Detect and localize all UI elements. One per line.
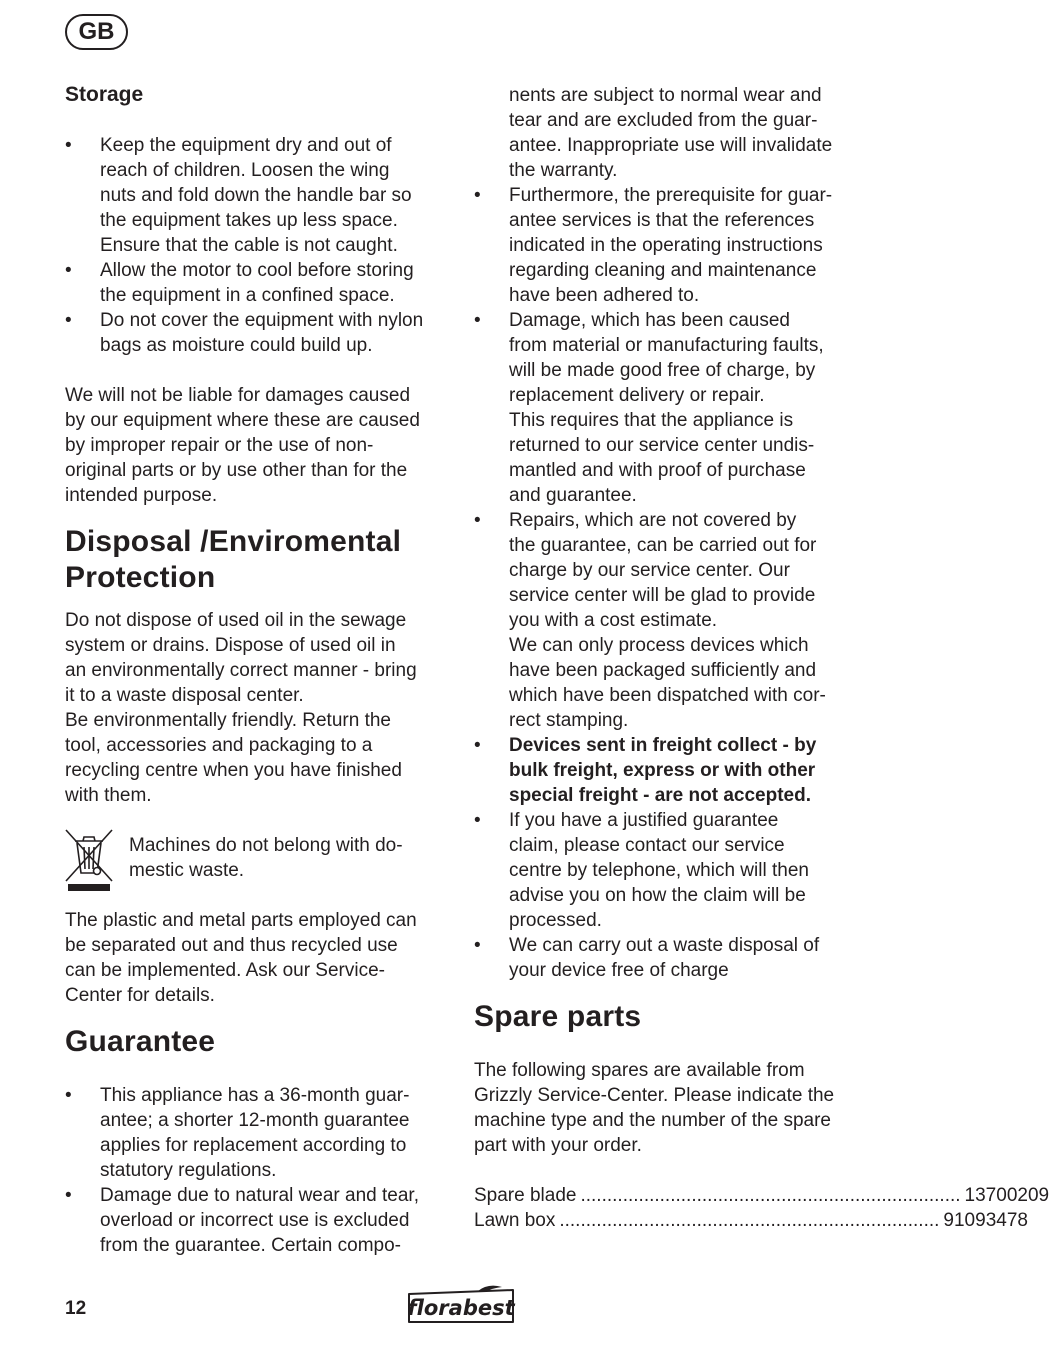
text-line: regarding cleaning and maintenance (509, 260, 817, 281)
part-number: 13700209 (964, 1185, 1049, 1206)
text-line: Allow the motor to cool before storing (100, 260, 414, 281)
text-line: Keep the equipment dry and out of (100, 135, 392, 156)
text-line: antee. Inappropriate use will invalidate (509, 135, 833, 156)
spare-parts-list (474, 1183, 1049, 1233)
text-line: If you have a justified guarantee (509, 810, 779, 831)
text-line: indicated in the operating instructions (509, 235, 823, 256)
text-line: mestic waste. (129, 860, 245, 881)
text-line: by our equipment where these are caused (65, 410, 420, 431)
language-badge: GB (65, 14, 128, 50)
guarantee-heading: Guarantee (65, 1025, 216, 1058)
list-item (474, 1208, 1028, 1233)
text-line: antee services is that the references (509, 210, 815, 231)
list-item-text (100, 1083, 409, 1183)
leader-dots: ........................................................................ (580, 1185, 961, 1206)
text-line: This requires that the appliance is (509, 410, 794, 431)
spare-parts-intro (474, 1058, 834, 1158)
disposal-heading (65, 524, 401, 596)
text-line: original parts or by use other than for the (65, 460, 408, 481)
text-line: the equipment takes up less space. (100, 210, 398, 231)
liability-paragraph (65, 383, 420, 508)
text-line: with them. (65, 785, 152, 806)
guarantee-continuation (509, 83, 832, 183)
text-line: part with your order. (474, 1135, 642, 1156)
list-item-text (509, 308, 824, 508)
text-line: by improper repair or the use of non- (65, 435, 374, 456)
text-line: tool, accessories and packaging to a (65, 735, 373, 756)
text-line: it to a waste disposal center. (65, 685, 304, 706)
text-line: bulk freight, express or with other (509, 760, 816, 781)
part-name: Spare blade (474, 1185, 577, 1206)
page-number: 12 (65, 1298, 87, 1319)
text-line: mantled and with proof of purchase (509, 460, 806, 481)
text-line: We can only process devices which (509, 635, 809, 656)
list-item-text (100, 308, 423, 358)
text-line: Protection (65, 561, 216, 594)
text-line: nents are subject to normal wear and (509, 85, 822, 106)
text-line: advise you on how the claim will be (509, 885, 806, 906)
text-line: machine type and the number of the spare (474, 1110, 832, 1131)
text-line: claim, please contact our service (509, 835, 785, 856)
text-line: have been adhered to. (509, 285, 700, 306)
text-line: an environmentally correct manner - bring (65, 660, 417, 681)
text-line: Furthermore, the prerequisite for guar- (509, 185, 833, 206)
text-line: which have been dispatched with cor- (509, 685, 826, 706)
text-line: and guarantee. (509, 485, 637, 506)
part-number: 91093478 (943, 1210, 1028, 1231)
text-line: Disposal /Enviromental (65, 525, 402, 558)
weee-text (129, 833, 403, 883)
text-line: from material or manufacturing faults, (509, 335, 824, 356)
text-line: your device free of charge (509, 960, 729, 981)
text-line: intended purpose. (65, 485, 218, 506)
text-line: Grizzly Service-Center. Please indicate the (474, 1085, 835, 1106)
text-line: can be implemented. Ask our Service- (65, 960, 385, 981)
text-line: be separated out and thus recycled use (65, 935, 398, 956)
spare-parts-heading: Spare parts (474, 1000, 642, 1033)
text-line: Do not cover the equipment with nylon (100, 310, 424, 331)
text-line: system or drains. Dispose of used oil in (65, 635, 396, 656)
list-item (474, 1183, 1049, 1208)
text-line: overload or incorrect use is excluded (100, 1210, 410, 1231)
text-line: from the guarantee. Certain compo- (100, 1235, 401, 1256)
text-line: you with a cost estimate. (509, 610, 718, 631)
text-line: applies for replacement according to (100, 1135, 407, 1156)
text-line: Repairs, which are not covered by (509, 510, 797, 531)
list-item-text (100, 258, 414, 308)
text-line: We can carry out a waste disposal of (509, 935, 820, 956)
list-item-text (509, 808, 809, 933)
text-line: antee; a shorter 12-month guarantee (100, 1110, 410, 1131)
text-line: replacement delivery or repair. (509, 385, 765, 406)
text-line: Damage, which has been caused (509, 310, 790, 331)
text-line: centre by telephone, which will then (509, 860, 809, 881)
leader-dots: ........................................................................ (559, 1210, 940, 1231)
part-name: Lawn box (474, 1210, 556, 1231)
list-item-text (509, 933, 819, 983)
text-line: have been packaged sufficiently and (509, 660, 817, 681)
text-line: tear and are excluded from the guar- (509, 110, 818, 131)
crossed-out-bin-icon (64, 827, 114, 893)
list-item-text (509, 508, 826, 733)
text-line: Devices sent in freight collect - by (509, 735, 817, 756)
text-line: charge by our service center. Our (509, 560, 790, 581)
text-line: special freight - are not accepted. (509, 785, 811, 806)
recycling-paragraph (65, 908, 417, 1008)
text-line: returned to our service center undis- (509, 435, 815, 456)
florabest-logo (406, 1284, 516, 1326)
text-line: Do not dispose of used oil in the sewage (65, 610, 407, 631)
text-line: the warranty. (509, 160, 618, 181)
text-line: Machines do not belong with do- (129, 835, 403, 856)
text-line: The following spares are available from (474, 1060, 805, 1081)
text-line: The plastic and metal parts employed can (65, 910, 417, 931)
list-item-text (100, 1183, 419, 1258)
text-line: Ensure that the cable is not caught. (100, 235, 398, 256)
list-item-text (509, 733, 816, 808)
list-item-text (509, 183, 832, 308)
text-line: This appliance has a 36-month guar- (100, 1085, 410, 1106)
text-line: service center will be glad to provide (509, 585, 816, 606)
storage-heading: Storage (65, 83, 144, 106)
text-line: nuts and fold down the handle bar so (100, 185, 412, 206)
text-line: Be environmentally friendly. Return the (65, 710, 391, 731)
text-line: recycling centre when you have finished (65, 760, 402, 781)
text-line: Center for details. (65, 985, 215, 1006)
text-line: processed. (509, 910, 602, 931)
svg-text:florabest: florabest (407, 1296, 515, 1320)
text-line: We will not be liable for damages caused (65, 385, 411, 406)
list-item-text (100, 133, 412, 258)
disposal-paragraph (65, 608, 417, 808)
text-line: the equipment in a confined space. (100, 285, 395, 306)
text-line: reach of children. Loosen the wing (100, 160, 390, 181)
text-line: will be made good free of charge, by (509, 360, 816, 381)
text-line: bags as moisture could build up. (100, 335, 373, 356)
text-line: rect stamping. (509, 710, 629, 731)
text-line: Damage due to natural wear and tear, (100, 1185, 419, 1206)
text-line: statutory regulations. (100, 1160, 277, 1181)
text-line: the guarantee, can be carried out for (509, 535, 817, 556)
